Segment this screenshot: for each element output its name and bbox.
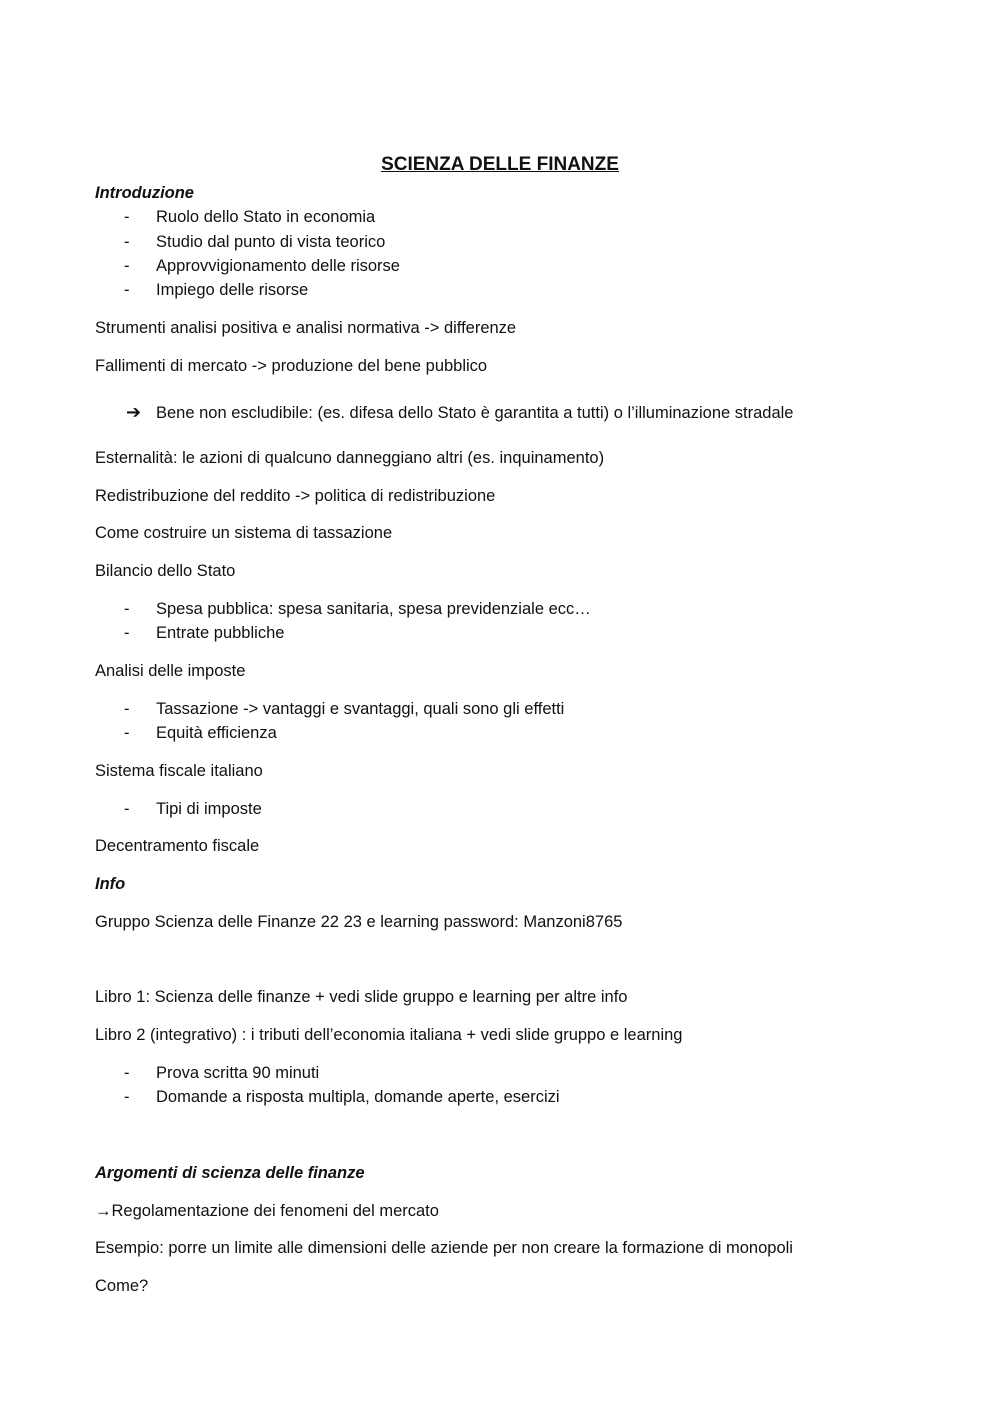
list-dash: - (124, 257, 130, 275)
arrow-bullet-icon: ➔ (126, 402, 142, 422)
list-dash: - (124, 233, 130, 251)
list-dash: - (124, 600, 130, 618)
paragraph-fallimenti: Fallimenti di mercato -> produzione del bene pubblico (95, 357, 488, 375)
list-dash: - (124, 624, 130, 642)
list-dash: - (124, 208, 130, 226)
paragraph-come: Come? (95, 1277, 149, 1295)
paragraph-sistema-fiscale: Sistema fiscale italiano (95, 762, 263, 780)
list-item: Impiego delle risorse (156, 281, 309, 299)
list-item: Equità efficienza (156, 724, 277, 742)
paragraph-decentramento: Decentramento fiscale (95, 837, 260, 855)
list-dash: - (124, 700, 130, 718)
regolamentazione-text: Regolamentazione dei fenomeni del mercato (111, 1202, 439, 1220)
paragraph-bilancio: Bilancio dello Stato (95, 562, 236, 580)
list-dash: - (124, 281, 130, 299)
paragraph-esternalita: Esternalità: le azioni di qualcuno danneggiano altri (es. inquinamento) (95, 449, 605, 467)
paragraph-gruppo: Gruppo Scienza delle Finanze 22 23 e learning password: Manzoni8765 (95, 913, 623, 931)
arrow-list-item: Bene non escludibile: (es. difesa dello Stato è garantita a tutti) o l’illuminazione stradale (156, 404, 794, 422)
paragraph-redistribuzione: Redistribuzione del reddito -> politica di redistribuzione (95, 487, 496, 505)
paragraph-libro-1: Libro 1: Scienza delle finanze + vedi slide gruppo e learning per altre info (95, 988, 628, 1006)
list-item: Approvvigionamento delle risorse (156, 257, 400, 275)
page-title: SCIENZA DELLE FINANZE (381, 154, 619, 175)
list-dash: - (124, 724, 130, 742)
list-dash: - (124, 1088, 130, 1106)
section-heading-introduzione: Introduzione (95, 184, 194, 202)
paragraph-regolamentazione (95, 1201, 439, 1221)
paragraph-tassazione: Come costruire un sistema di tassazione (95, 524, 393, 542)
paragraph-esempio: Esempio: porre un limite alle dimensioni delle aziende per non creare la formazione di monopoli (95, 1239, 793, 1257)
list-item: Spesa pubblica: spesa sanitaria, spesa previdenziale ecc… (156, 600, 591, 618)
list-dash: - (124, 1064, 130, 1082)
list-item: Tassazione -> vantaggi e svantaggi, quali sono gli effetti (156, 700, 565, 718)
paragraph-strumenti: Strumenti analisi positiva e analisi normativa -> differenze (95, 319, 517, 337)
list-item: Tipi di imposte (156, 800, 262, 818)
list-item: Domande a risposta multipla, domande aperte, esercizi (156, 1088, 560, 1106)
list-item: Prova scritta 90 minuti (156, 1064, 320, 1082)
paragraph-analisi-imposte: Analisi delle imposte (95, 662, 246, 680)
arrow-right-icon: → (95, 1202, 112, 1220)
paragraph-libro-2: Libro 2 (integrativo) : i tributi dell’economia italiana + vedi slide gruppo e learning (95, 1026, 683, 1044)
list-item: Entrate pubbliche (156, 624, 285, 642)
list-item: Ruolo dello Stato in economia (156, 208, 376, 226)
list-item: Studio dal punto di vista teorico (156, 233, 386, 251)
list-dash: - (124, 800, 130, 818)
section-heading-argomenti: Argomenti di scienza delle finanze (95, 1164, 365, 1182)
section-heading-info: Info (95, 875, 126, 893)
